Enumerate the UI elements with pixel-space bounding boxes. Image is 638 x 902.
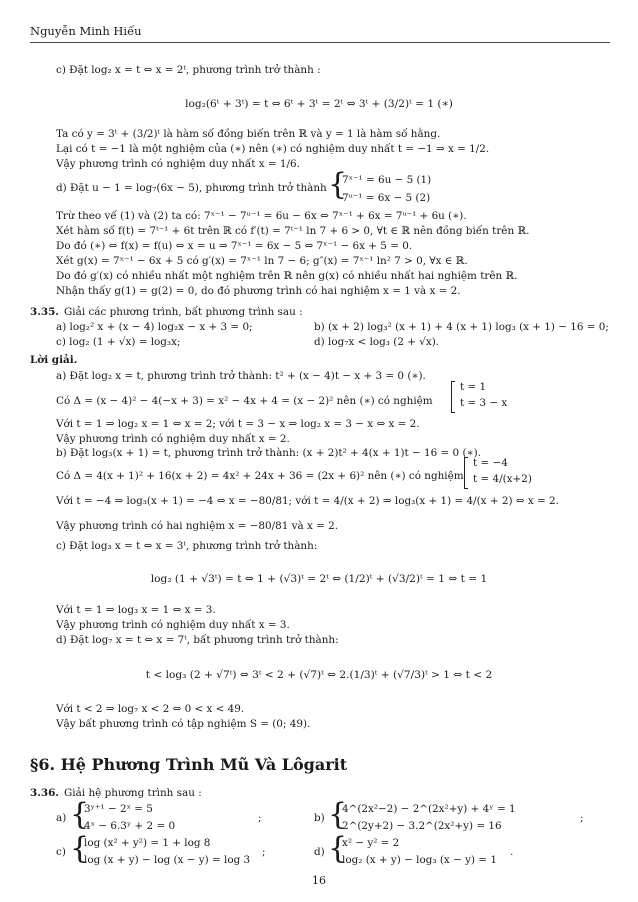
exercise-335-a: a) log₂² x + (x − 4) log₂x − x + 3 = 0; (56, 321, 253, 333)
sys-b-tag: b) (314, 812, 325, 824)
d-system-eq1: 7ˣ⁻¹ = 6u − 5 (1) (342, 174, 432, 186)
sol-b-root-2: t = 4/(x+2) (473, 473, 532, 485)
exercise-335-d: d) log₇x < log₃ (2 + √x). (314, 336, 440, 348)
d-line-6: Nhận thấy g(1) = g(2) = 0, do đó phương trình có hai nghiệm x = 1 và x = 2. (56, 285, 461, 297)
exercise-prompt-336: Giải hệ phương trình sau : (64, 787, 202, 799)
running-header-author: Nguyễn Minh Hiếu (30, 24, 142, 38)
sol-a-line-4: Vậy phương trình có nghiệm duy nhất x = 2. (56, 433, 290, 445)
sol-d-line-3: Vậy bất phương trình có tập nghiệm S = (0; 49). (56, 718, 311, 730)
d-system-eq2: 7ᵘ⁻¹ = 6x − 5 (2) (342, 192, 431, 204)
sol-a-line-3: Với t = 1 ⇒ log₂ x = 1 ⇔ x = 2; với t = 3 − x ⇒ log₂ x = 3 − x ⇔ x = 2. (56, 418, 420, 430)
solution-label: Lời giải. (30, 354, 78, 366)
exercise-prompt-335: Giải các phương trình, bất phương trình sau : (64, 306, 303, 318)
sol-c-line-1: c) Đặt log₃ x = t ⇔ x = 3ᵗ, phương trình trở thành: (56, 540, 318, 552)
exercise-335-c: c) log₂ (1 + √x) = log₃x; (56, 336, 181, 348)
root-bracket-a (451, 381, 455, 413)
header-rule (30, 42, 610, 43)
sys-c-brace: { (70, 831, 90, 866)
sys-c-eq2: log (x + y) − log (x − y) = log 3 (84, 854, 251, 866)
sys-b-semicolon: ; (580, 812, 584, 824)
sol-a-line-1: a) Đặt log₂ x = t, phương trình trở thành: t² + (x − 4)t − x + 3 = 0 (∗). (56, 370, 426, 382)
exercise-label-336: 3.36. (30, 787, 59, 799)
sys-a-tag: a) (56, 812, 67, 824)
sys-a-eq1: 3ʸ⁺¹ − 2ˣ = 5 (84, 803, 153, 815)
c-equation: log₂(6ᵗ + 3ᵗ) = t ⇔ 6ᵗ + 3ᵗ = 2ᵗ ⇔ 3ᵗ + (3/2)ᵗ = 1 (∗) (185, 98, 453, 110)
c-line-3: Vậy phương trình có nghiệm duy nhất x = 1/6. (56, 158, 300, 170)
sol-b-line-1: b) Đặt log₃(x + 1) = t, phương trình trở thành: (x + 2)t² + 4(x + 1)t − 16 = 0 (∗). (56, 447, 481, 459)
c-line-2: Lại có t = −1 là một nghiệm của (∗) nên (∗) có nghiệm duy nhất t = −1 ⇒ x = 1/2. (56, 143, 490, 155)
sol-d-line-1: d) Đặt log₇ x = t ⇔ x = 7ᵗ, bất phương trình trở thành: (56, 634, 339, 646)
sol-a-root-2: t = 3 − x (460, 397, 508, 409)
sys-d-tag: d) (314, 846, 325, 858)
sol-a-root-1: t = 1 (460, 381, 487, 393)
sys-a-eq2: 4ˣ − 6.3ʸ + 2 = 0 (84, 820, 176, 832)
sol-c-equation: log₂ (1 + √3ᵗ) = t ⇔ 1 + (√3)ᵗ = 2ᵗ ⇔ (1/2)ᵗ + (√3/2)ᵗ = 1 ⇔ t = 1 (150, 573, 488, 585)
sol-c-line-2: Với t = 1 ⇒ log₃ x = 1 ⇔ x = 3. (56, 604, 216, 616)
sys-c-tag: c) (56, 846, 66, 858)
root-bracket-b (464, 457, 468, 489)
sol-c-line-3: Vậy phương trình có nghiệm duy nhất x = 3. (56, 619, 290, 631)
sys-a-brace: { (70, 797, 90, 832)
sys-c-semicolon: ; (262, 846, 266, 858)
system-brace: { (328, 167, 348, 202)
sys-d-period: . (510, 846, 514, 858)
d-line-2: Xét hàm số f(t) = 7ᵗ⁻¹ + 6t trên ℝ có f′(t) = 7ᵗ⁻¹ ln 7 + 6 > 0, ∀t ∈ ℝ nên đồng biến trên ℝ. (56, 225, 530, 237)
sol-a-line-2: Có Δ = (x − 4)² − 4(−x + 3) = x² − 4x + 4 = (x − 2)² nên (∗) có nghiệm (56, 395, 433, 407)
sys-c-eq1: log (x² + y²) = 1 + log 8 (84, 837, 211, 849)
c-line-1: Ta có y = 3ᵗ + (3/2)ᵗ là hàm số đồng biến trên ℝ và y = 1 là hàm số hằng. (56, 128, 441, 140)
page-number: 16 (312, 874, 326, 887)
sol-b-root-1: t = −4 (473, 457, 508, 469)
d-intro: d) Đặt u − 1 = log₇(6x − 5), phương trình trở thành (56, 182, 327, 194)
section-heading: §6. Hệ Phương Trình Mũ Và Lôgarit (30, 755, 348, 774)
c-intro: c) Đặt log₂ x = t ⇔ x = 2ᵗ, phương trình trở thành : (56, 64, 321, 76)
sys-d-eq2: log₂ (x + y) − log₃ (x − y) = 1 (342, 854, 497, 866)
sys-b-brace: { (328, 797, 348, 832)
d-line-4: Xét g(x) = 7ˣ⁻¹ − 6x + 5 có g′(x) = 7ˣ⁻¹ ln 7 − 6; g″(x) = 7ˣ⁻¹ ln² 7 > 0, ∀x ∈ ℝ. (56, 255, 468, 267)
sol-d-equation: t < log₃ (2 + √7ᵗ) ⇔ 3ᵗ < 2 + (√7)ᵗ ⇔ 2.(1/3)ᵗ + (√7/3)ᵗ > 1 ⇔ t < 2 (145, 669, 493, 681)
sys-d-brace: { (328, 831, 348, 866)
sys-b-eq1: 4^(2x²−2) − 2^(2x²+y) + 4ʸ = 1 (342, 803, 516, 815)
sys-d-eq1: x² − y² = 2 (342, 837, 400, 849)
sol-b-line-4: Vậy phương trình có hai nghiệm x = −80/81 và x = 2. (56, 520, 339, 532)
exercise-335-b: b) (x + 2) log₃² (x + 1) + 4 (x + 1) log₃ (x + 1) − 16 = 0; (314, 321, 609, 333)
d-line-1: Trừ theo vế (1) và (2) ta có: 7ˣ⁻¹ − 7ᵘ⁻¹ = 6u − 6x ⇔ 7ˣ⁻¹ + 6x = 7ᵘ⁻¹ + 6u (∗). (56, 210, 467, 222)
sol-d-line-2: Với t < 2 ⇒ log₇ x < 2 ⇔ 0 < x < 49. (56, 703, 245, 715)
d-line-5: Do đó g′(x) có nhiều nhất một nghiệm trên ℝ nên g(x) có nhiều nhất hai nghiệm trên ℝ. (56, 270, 518, 282)
sys-b-eq2: 2^(2y+2) − 3.2^(2x²+y) = 16 (342, 820, 502, 832)
exercise-label-335: 3.35. (30, 306, 59, 318)
sol-b-line-3: Với t = −4 ⇒ log₃(x + 1) = −4 ⇔ x = −80/81; với t = 4/(x + 2) ⇒ log₃(x + 1) = 4/(x + 2) ⇔ x = 2. (56, 495, 559, 507)
sol-b-line-2: Có Δ = 4(x + 1)² + 16(x + 2) = 4x² + 24x + 36 = (2x + 6)² nên (∗) có nghiệm (56, 470, 464, 482)
d-line-3: Do đó (∗) ⇔ f(x) = f(u) ⇔ x = u ⇒ 7ˣ⁻¹ = 6x − 5 ⇔ 7ˣ⁻¹ − 6x + 5 = 0. (56, 240, 413, 252)
sys-a-semicolon: ; (258, 812, 262, 824)
